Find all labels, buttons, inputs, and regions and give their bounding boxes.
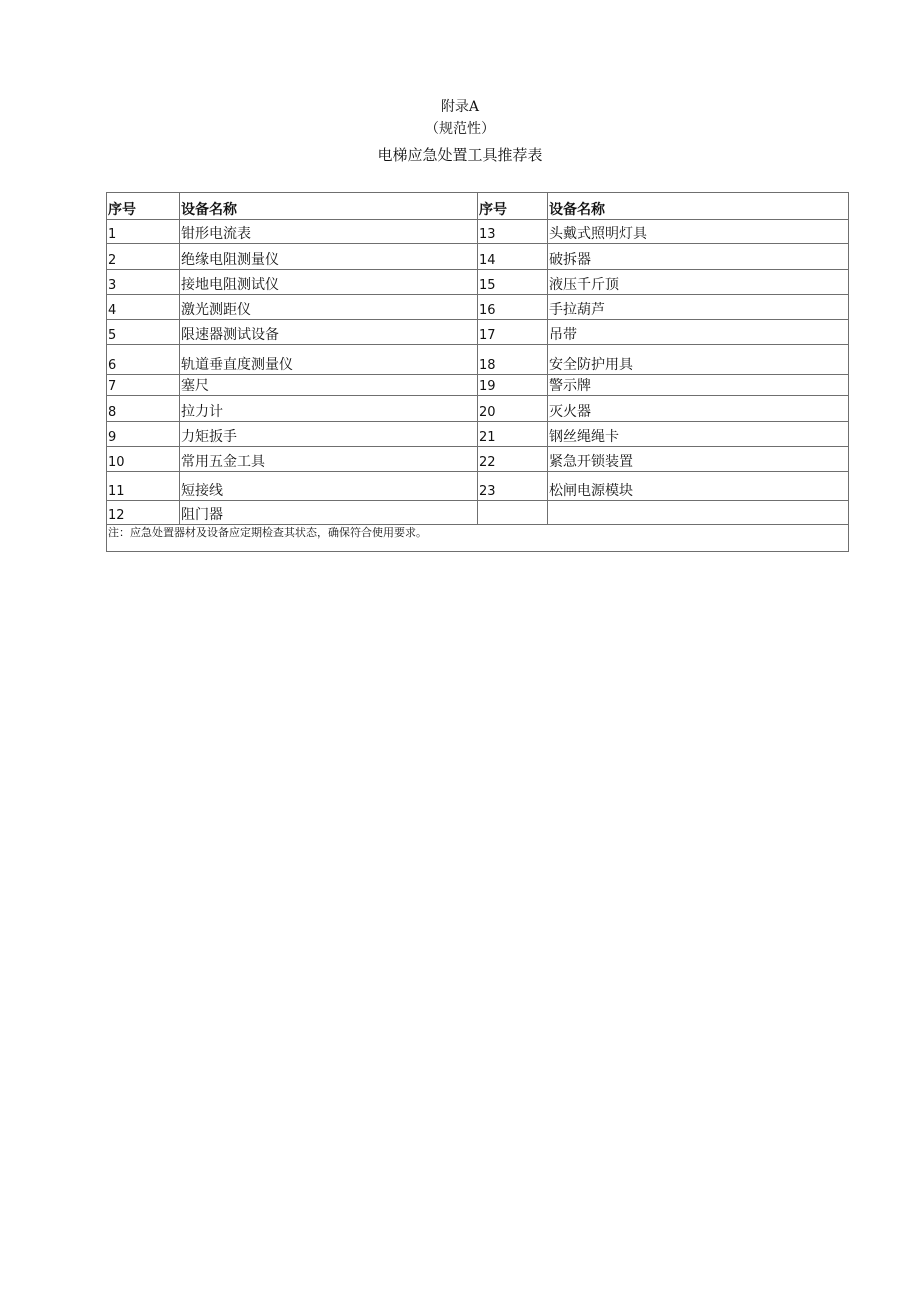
equipment-name-cell: 松闸电源模块 xyxy=(548,472,849,501)
equipment-name-cell: 灭火器 xyxy=(548,396,849,422)
table-row xyxy=(107,375,849,396)
table-row xyxy=(107,472,849,501)
equipment-name-cell: 破拆器 xyxy=(548,244,849,270)
serial-cell: 20 xyxy=(478,396,548,422)
table-note-row xyxy=(107,525,849,552)
table-note: 注：应急处置器材及设备应定期检查其状态，确保符合使用要求。 xyxy=(107,525,849,552)
table-row xyxy=(107,447,849,472)
table-row xyxy=(107,396,849,422)
serial-cell: 5 xyxy=(107,320,180,345)
header-cell: 序号 xyxy=(478,193,548,220)
serial-cell: 17 xyxy=(478,320,548,345)
equipment-name-cell: 阻门器 xyxy=(180,501,478,525)
header-cell: 序号 xyxy=(107,193,180,220)
header-cell: 设备名称 xyxy=(548,193,849,220)
equipment-name-cell: 手拉葫芦 xyxy=(548,295,849,320)
equipment-name-cell: 激光测距仪 xyxy=(180,295,478,320)
equipment-name-cell: 拉力计 xyxy=(180,396,478,422)
serial-cell: 22 xyxy=(478,447,548,472)
appendix-nature: （规范性） xyxy=(425,121,495,137)
equipment-name-cell: 钳形电流表 xyxy=(180,220,478,244)
equipment-name-cell: 力矩扳手 xyxy=(180,422,478,447)
table-row xyxy=(107,422,849,447)
header-cell: 设备名称 xyxy=(180,193,478,220)
serial-cell: 13 xyxy=(478,220,548,244)
serial-cell: 19 xyxy=(478,375,548,396)
equipment-name-cell: 常用五金工具 xyxy=(180,447,478,472)
serial-cell: 16 xyxy=(478,295,548,320)
serial-cell: 11 xyxy=(107,472,180,501)
table-row xyxy=(107,295,849,320)
equipment-name-cell: 头戴式照明灯具 xyxy=(548,220,849,244)
serial-cell: 9 xyxy=(107,422,180,447)
equipment-name-cell: 安全防护用具 xyxy=(548,345,849,375)
serial-cell: 14 xyxy=(478,244,548,270)
equipment-name-cell: 警示牌 xyxy=(548,375,849,396)
table-row xyxy=(107,320,849,345)
equipment-name-cell: 紧急开锁装置 xyxy=(548,447,849,472)
table-row xyxy=(107,270,849,295)
equipment-name-cell: 限速器测试设备 xyxy=(180,320,478,345)
equipment-name-cell: 短接线 xyxy=(180,472,478,501)
serial-cell: 1 xyxy=(107,220,180,244)
serial-cell: 4 xyxy=(107,295,180,320)
serial-cell: 7 xyxy=(107,375,180,396)
serial-cell: 8 xyxy=(107,396,180,422)
equipment-table xyxy=(106,192,849,552)
table-row xyxy=(107,345,849,375)
equipment-name-cell: 钢丝绳绳卡 xyxy=(548,422,849,447)
appendix-label: 附录A xyxy=(440,99,480,115)
serial-cell: 6 xyxy=(107,345,180,375)
table-title: 电梯应急处置工具推荐表 xyxy=(377,146,543,164)
serial-cell xyxy=(478,501,548,525)
serial-cell: 15 xyxy=(478,270,548,295)
equipment-name-cell: 吊带 xyxy=(548,320,849,345)
equipment-name-cell: 接地电阻测试仪 xyxy=(180,270,478,295)
serial-cell: 12 xyxy=(107,501,180,525)
table-row xyxy=(107,501,849,525)
equipment-name-cell: 塞尺 xyxy=(180,375,478,396)
table-row xyxy=(107,220,849,244)
equipment-name-cell: 液压千斤顶 xyxy=(548,270,849,295)
serial-cell: 3 xyxy=(107,270,180,295)
serial-cell: 18 xyxy=(478,345,548,375)
table-row xyxy=(107,244,849,270)
equipment-name-cell: 绝缘电阻测量仪 xyxy=(180,244,478,270)
equipment-name-cell xyxy=(548,501,849,525)
equipment-name-cell: 轨道垂直度测量仪 xyxy=(180,345,478,375)
serial-cell: 10 xyxy=(107,447,180,472)
serial-cell: 23 xyxy=(478,472,548,501)
serial-cell: 21 xyxy=(478,422,548,447)
serial-cell: 2 xyxy=(107,244,180,270)
table-header-row xyxy=(107,193,849,220)
